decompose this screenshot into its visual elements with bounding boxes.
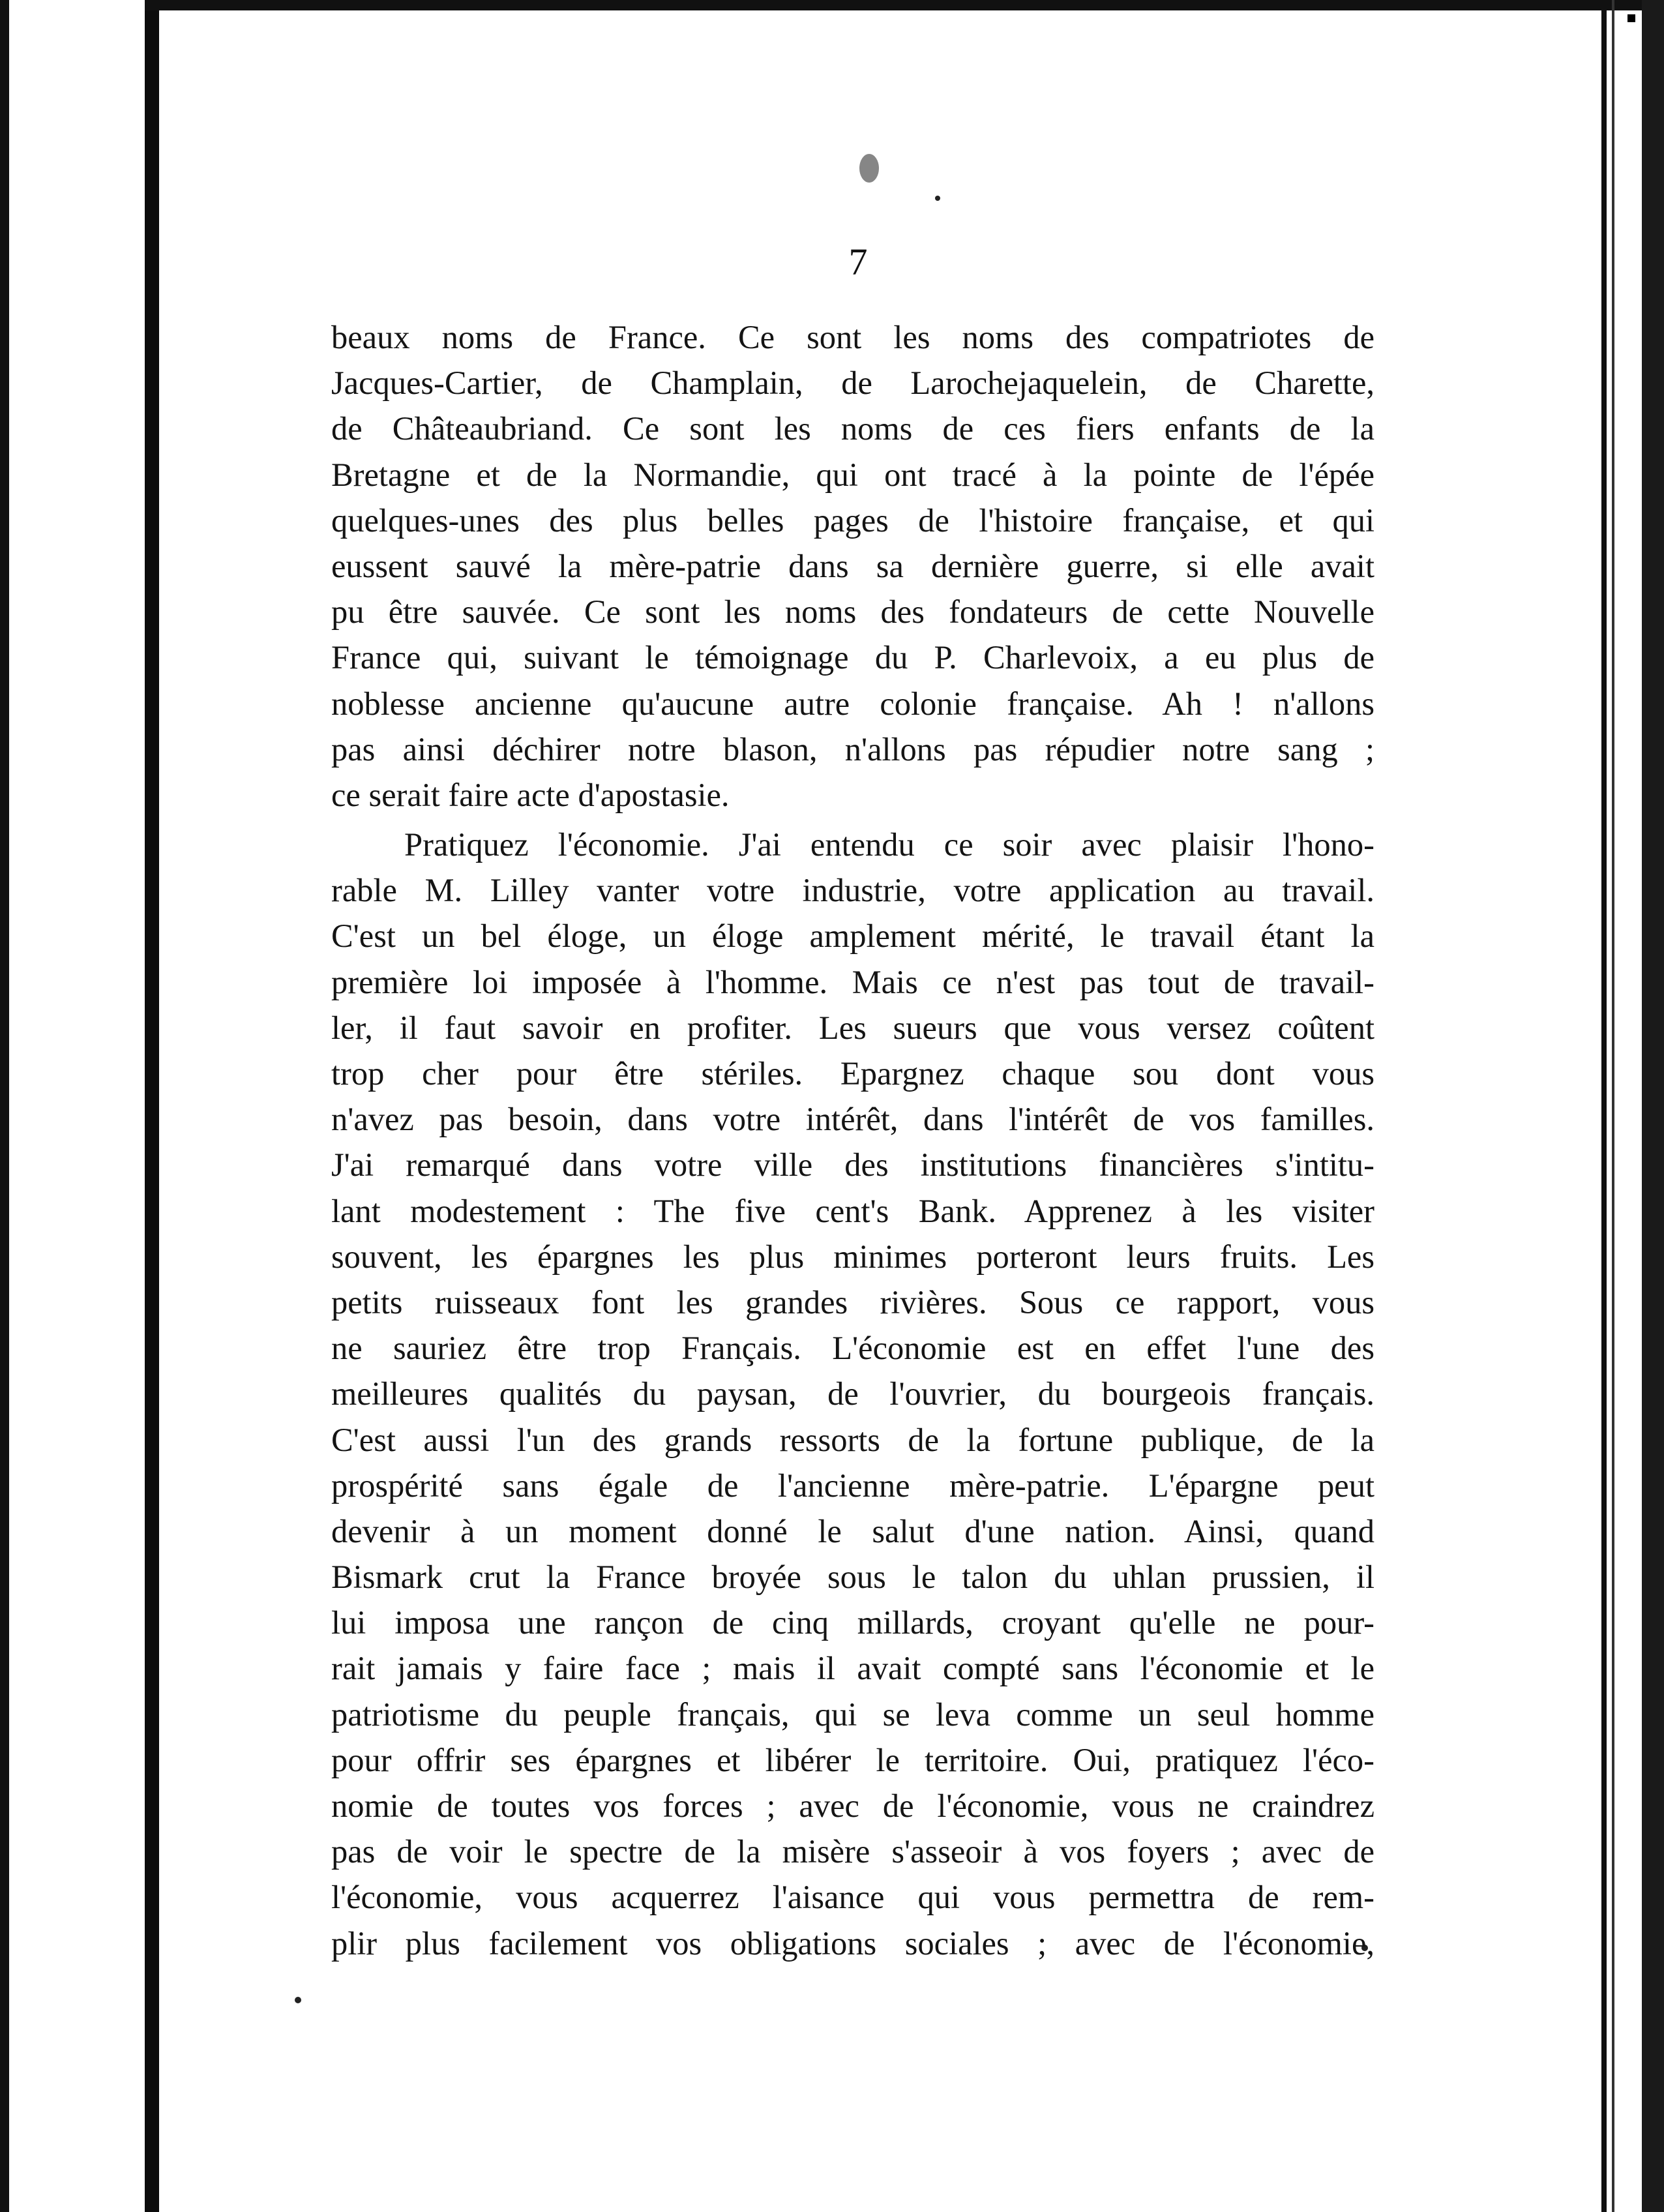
ink-speck <box>295 1997 301 2003</box>
ink-speck <box>859 154 879 183</box>
text-line: l'économie, vous acquerrez l'aisance qui vous permettra de rem- <box>331 1879 1374 1916</box>
text-line: souvent, les épargnes les plus minimes porteront leurs fruits. Les <box>331 1238 1374 1275</box>
text-line: pas de voir le spectre de la misère s'asseoir à vos foyers ; avec de <box>331 1833 1374 1870</box>
text-line: devenir à un moment donné le salut d'une nation. Ainsi, quand <box>331 1512 1374 1549</box>
text-line: meilleures qualités du paysan, de l'ouvrier, du bourgeois français. <box>331 1375 1374 1412</box>
paragraph <box>331 822 1374 1966</box>
text-line: J'ai remarqué dans votre ville des institutions financières s'intitu- <box>331 1146 1374 1184</box>
page-border-right <box>1601 0 1607 2212</box>
text-line: de Châteaubriand. Ce sont les noms de ces fiers enfants de la <box>331 410 1374 447</box>
text-line: rable M. Lilley vanter votre industrie, votre application au travail. <box>331 872 1374 909</box>
text-line: patriotisme du peuple français, qui se leva comme un seul homme <box>331 1696 1374 1733</box>
text-line: noblesse ancienne qu'aucune autre colonie française. Ah ! n'allons <box>331 685 1374 722</box>
text-line: nomie de toutes vos forces ; avec de l'économie, vous ne craindrez <box>331 1787 1374 1824</box>
text-line: rait jamais y faire face ; mais il avait compté sans l'économie et le <box>331 1650 1374 1687</box>
body-text <box>331 314 1374 1966</box>
text-line: Pratiquez l'économie. J'ai entendu ce soir avec plaisir l'hono- <box>404 826 1374 863</box>
ink-speck <box>935 196 940 201</box>
text-line: plir plus facilement vos obligations sociales ; avec de l'économie, <box>331 1924 1374 1962</box>
text-line: quelques-unes des plus belles pages de l'histoire française, et qui <box>331 501 1374 539</box>
text-line: C'est un bel éloge, un éloge amplement mérité, le travail étant la <box>331 918 1374 955</box>
text-line: ne sauriez être trop Français. L'économie est en effet l'une des <box>331 1330 1374 1367</box>
text-line: Bretagne et de la Normandie, qui ont tracé à la pointe de l'épée <box>331 456 1374 493</box>
text-line: France qui, suivant le témoignage du P. Charlevoix, a eu plus de <box>331 639 1374 676</box>
paragraph <box>331 314 1374 818</box>
binding-edge-left <box>0 0 9 2212</box>
text-line: pour offrir ses épargnes et libérer le territoire. Oui, pratiquez l'éco- <box>331 1741 1374 1778</box>
text-line: n'avez pas besoin, dans votre intérêt, dans l'intérêt de vos familles. <box>331 1101 1374 1138</box>
text-line: pu être sauvée. Ce sont les noms des fondateurs de cette Nouvelle <box>331 593 1374 631</box>
text-line: lant modestement : The five cent's Bank. Apprenez à les visiter <box>331 1192 1374 1229</box>
text-line: ce serait faire acte d'apostasie. <box>331 776 730 813</box>
text-line: eussent sauvé la mère-patrie dans sa dernière guerre, si elle avait <box>331 547 1374 584</box>
text-line: première loi imposée à l'homme. Mais ce n'est pas tout de travail- <box>331 963 1374 1000</box>
page-number: 7 <box>848 241 868 283</box>
text-line: pas ainsi déchirer notre blason, n'allons pas répudier notre sang ; <box>331 730 1374 768</box>
text-line: prospérité sans égale de l'ancienne mère-patrie. L'épargne peut <box>331 1467 1374 1504</box>
page-border-left <box>145 0 159 2212</box>
text-line: Bismark crut la France broyée sous le talon du uhlan prussien, il <box>331 1559 1374 1596</box>
page-border-right-inner <box>1612 0 1614 2212</box>
binding-edge-right <box>1642 0 1664 2212</box>
text-line: C'est aussi l'un des grands ressorts de la fortune publique, de la <box>331 1421 1374 1458</box>
text-line: Jacques-Cartier, de Champlain, de Larochejaquelein, de Charette, <box>331 365 1374 402</box>
text-line: petits ruisseaux font les grandes rivières. Sous ce rapport, vous <box>331 1283 1374 1321</box>
corner-mark <box>1627 14 1635 22</box>
text-line: lui imposa une rançon de cinq millards, croyant qu'elle ne pour- <box>331 1604 1374 1641</box>
text-line: beaux noms de France. Ce sont les noms des compatriotes de <box>331 319 1374 355</box>
page-border-top <box>145 0 1664 10</box>
text-line: ler, il faut savoir en profiter. Les sueurs que vous versez coûtent <box>331 1009 1374 1046</box>
text-line: trop cher pour être stériles. Epargnez chaque sou dont vous <box>331 1055 1374 1092</box>
